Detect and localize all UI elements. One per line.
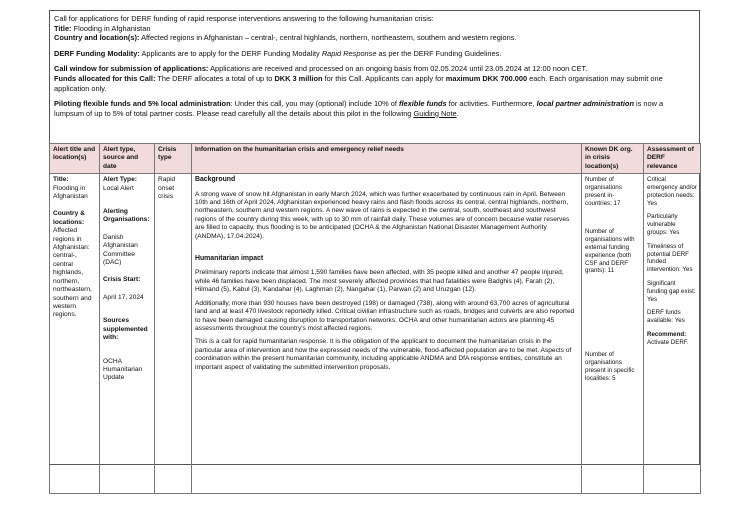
background-text: A strong wave of snow hit Afghanistan in early March 2024, which was further exacerbated by continuous rain in April. Between 10th and 16th of April 2024, Afghanistan experienced heavy rains and flash floods across its central, central highlands, northern, northeastern, southern and western regions. A new wave of rains is expected in the central, south, southeast and southwest regions of the country during this week, with up to 30 mm of rainfall daily. These volumes are of concern because water reserves are filled to capacity, thus flooding is to be anticipated (OCHA & the Afghanistan National Disaster Management Authority (ANDMA), 17.04.2024). — [195, 190, 570, 240]
cell-title-value: Flooding in Afghanistan — [53, 184, 88, 201]
pilot-local: local partner administration — [536, 99, 634, 109]
crisis-type-value: Rapid onset crisis — [158, 176, 176, 201]
intro-pilot — [54, 99, 695, 118]
intro-window-label: Call window for submission of applications: — [54, 64, 209, 74]
pilot-flexible: flexible funds — [399, 99, 447, 109]
pilot-period: . — [456, 108, 459, 118]
window-text: Applications are received and processed on an ongoing basis from 02.05.2024 until 23.05.2024 at 12:00 noon CET. — [210, 64, 588, 74]
cell-country-value: Affected regions in Afghanistan: central-, central highlands, northern, northeastern, southern and western regions. — [53, 227, 92, 319]
impact-text-2: Additionally, more than 930 houses have been destroyed (198) or damaged (738), along with around 63,700 acres of agricultural land and at least 470 livestock reportedly killed. Critical civilian infrastructure such as roads, bridges and culverts are also reported to have been damaged causing disruption to transportation networks. OCHA and other humanitarian actors are planning 45 assessments throughout the country's most affected regions. — [195, 299, 575, 332]
cell-assessment — [644, 174, 701, 494]
impact-heading: Humanitarian impact — [195, 255, 264, 263]
orgs-in-localities: Number of organisations present in specific localities: 5 — [585, 351, 635, 382]
intro-window — [54, 64, 695, 74]
intro-modality — [54, 49, 695, 59]
cell-country-label: Country & locations: — [53, 210, 85, 226]
cell-known-orgs — [582, 174, 644, 494]
assessment-funding-gap: Significant funding gap exist: Yes — [647, 279, 696, 303]
impact-text-1: Preliminary reports indicate that almost 1,590 families have been affected, with 35 people killed and another 47 people injured, while 46 families have been displaced. The most severely affected provinces that had fatalities were Badghis (4), Farah (2), Hilmand (5), Kabul (3), Kandahar (4), Laghman (2), Nangahar (1), Parwan (2) and Uruzgan (12). — [195, 269, 564, 294]
crisis-start-value: April 17, 2024 — [103, 293, 144, 301]
header-alert-type: Alert type, source and date — [100, 144, 155, 174]
modality-text-end: as per the DERF Funding Guidelines. — [378, 48, 502, 58]
alert-type-value: Local Alert — [103, 184, 134, 192]
assessment-emergency-needs: Critical emergency and/or protection needs: Yes — [647, 176, 697, 207]
header-assessment: Assessment of DERF relevance — [644, 144, 701, 174]
recommend-value: Activate DERF. — [647, 338, 689, 346]
call-document — [49, 10, 700, 465]
intro-title-label: Title: — [54, 23, 72, 33]
intro-country-value: Affected regions in Afghanistan – central-, central highlands, northern, northeastern, southern and western regions. — [141, 33, 517, 43]
alerting-org-label: Alerting Organisations: — [103, 208, 150, 224]
table-row — [50, 174, 701, 494]
background-heading: Background — [195, 176, 236, 184]
crisis-table — [49, 143, 701, 494]
cell-crisis-type — [155, 174, 192, 494]
alert-type-label: Alert Type: — [103, 176, 137, 184]
orgs-funding-experience: Number of organisations with external funding experience (both CSF and DERF grants): 11 — [585, 228, 635, 275]
table-header-row — [50, 144, 701, 174]
header-information: Information on the humanitarian crisis and emergency relief needs — [192, 144, 582, 174]
pilot-text-end: is now a lumpsum of up to 5% of total partner costs. Please read carefully all the details about this pilot in the following — [54, 99, 664, 118]
cell-alert-title — [50, 174, 100, 494]
impact-text-3: This is a call for rapid humanitarian response. It is the obligation of the applicant to document the humanitarian crisis in the particular area of intervention and how the expressed needs of the vulnerable, flood-affected population are to be met. Aspects of coordination within the present humanitarian community, including applicable ANDMA and DfA response entities, constitute an important aspect of validating the submitted intervention proposals. — [195, 338, 572, 371]
sources-label: Sources supplemented with: — [103, 317, 148, 342]
intro-title — [54, 24, 695, 34]
intro-funds-label: Funds allocated for this Call: — [54, 73, 156, 83]
funds-text-end: each. Each organisation may submit one application only. — [54, 73, 663, 93]
intro-country — [54, 33, 695, 43]
cell-alert-type — [100, 174, 155, 494]
header-alert-title: Alert title and location(s) — [50, 144, 100, 174]
modality-italic: Rapid Response — [321, 48, 377, 58]
pilot-text-mid: for activities. Furthermore, — [448, 99, 535, 109]
guiding-note-link[interactable]: Guiding Note — [413, 108, 457, 118]
assessment-timeliness: Timeliness of potential DERF funded intervention: Yes — [647, 242, 693, 274]
intro-pilot-label: Piloting flexible funds and 5% local administration — [54, 99, 231, 109]
sources-value: OCHA Humanitarian Update — [103, 357, 143, 382]
modality-text: Applicants are to apply for the DERF Funding Modality — [141, 48, 320, 58]
call-intro — [50, 11, 699, 121]
funds-text: The DERF allocates a total of up to — [157, 73, 273, 83]
cell-information — [192, 174, 582, 494]
orgs-in-country: Number of organisations present in-countries: 17 — [585, 176, 622, 207]
header-crisis-type: Crisis type — [155, 144, 192, 174]
intro-country-label: Country and location(s): — [54, 33, 140, 43]
header-known-orgs: Known DK org. in crisis location(s) — [582, 144, 644, 174]
assessment-funds-available: DERF funds available: Yes — [647, 309, 685, 325]
call-statement: Call for applications for DERF funding of rapid response interventions answering to the following humanitarian crisis: — [54, 14, 434, 23]
funds-max: maximum DKK 700.000 — [445, 73, 528, 83]
intro-funds — [54, 74, 695, 93]
alerting-org-value: Danish Afghanistan Committee (DAC) — [103, 233, 138, 267]
crisis-start-label: Crisis Start: — [103, 276, 141, 284]
funds-total: DKK 3 million — [274, 73, 323, 83]
cell-title-label: Title: — [53, 176, 69, 184]
recommend-label: Recommend: — [647, 330, 687, 338]
pilot-text: : Under this call, you may (optional) include 10% of — [230, 99, 397, 109]
intro-modality-label: DERF Funding Modality: — [54, 48, 140, 58]
intro-title-value: Flooding in Afghanistan — [73, 23, 151, 33]
funds-text-mid: for this Call. Applicants can apply for — [324, 73, 444, 83]
assessment-vulnerable-groups: Particularly vulnerable groups: Yes — [647, 213, 680, 236]
